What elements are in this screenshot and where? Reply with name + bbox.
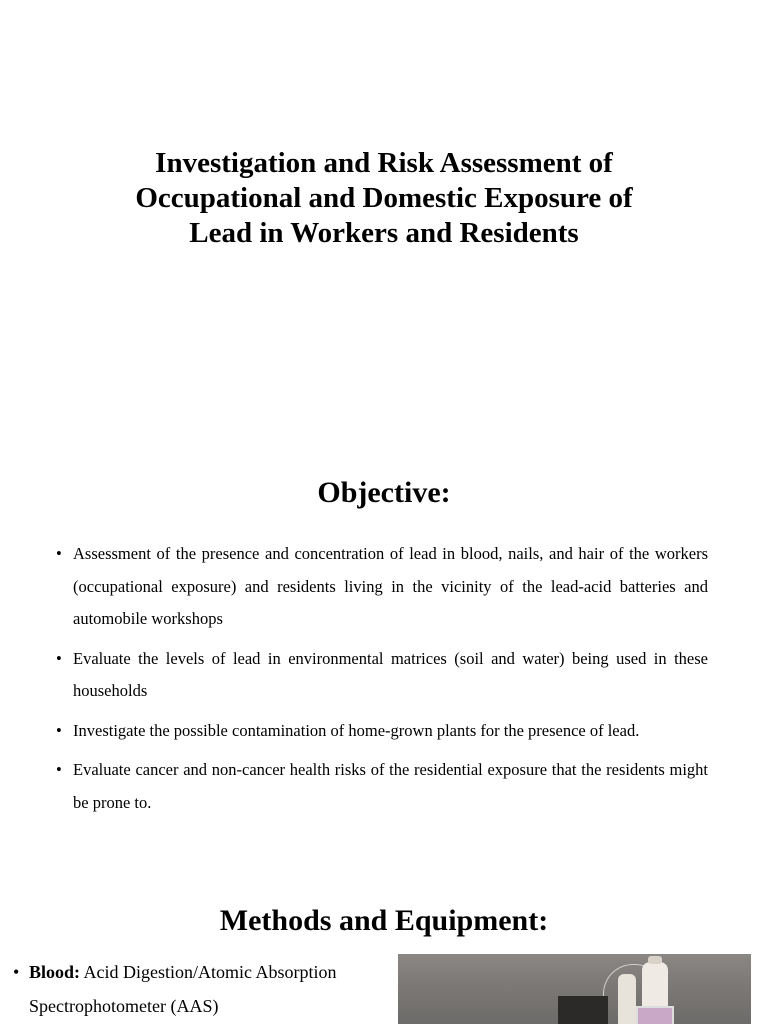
bullet-icon: •	[56, 648, 62, 668]
objective-item	[56, 754, 708, 819]
objective-item-text: Investigate the possible contamination of home-grown plants for the presence of lead.	[73, 720, 640, 740]
instrument-screen	[636, 1006, 674, 1024]
bottle-cap	[648, 956, 662, 964]
objective-item	[56, 538, 708, 636]
title-line-1: Investigation and Risk Assessment of	[155, 147, 613, 179]
methods-item-label: Blood:	[29, 962, 81, 982]
objective-item-text: Assessment of the presence and concentration of lead in blood, nails, and hair of the workers (occupational exposure) and residents living in the vicinity of the lead-acid batteries and automobile workshops	[73, 544, 708, 628]
reagent-bottle	[618, 974, 636, 1024]
objective-item	[56, 715, 708, 748]
objective-item	[56, 643, 708, 708]
methods-list	[13, 955, 383, 1023]
methods-item-text	[13, 955, 383, 1023]
bullet-icon: •	[56, 760, 62, 779]
objective-item-text: Evaluate cancer and non-cancer health risks of the residential exposure that the residents might be prone to.	[73, 760, 708, 812]
objective-item-text: Evaluate the levels of lead in environmental matrices (soil and water) being used in these households	[73, 648, 708, 700]
title-line-3: Lead in Workers and Residents	[189, 217, 579, 249]
title-line-2: Occupational and Domestic Exposure of	[135, 182, 633, 214]
instrument-body	[558, 996, 608, 1024]
bullet-icon: •	[13, 962, 20, 982]
methods-item	[13, 955, 383, 1023]
bullet-icon: •	[56, 544, 62, 563]
objective-list	[56, 538, 708, 826]
lab-equipment-photo	[398, 954, 751, 1024]
methods-item-description: Acid Digestion/Atomic Absorption Spectrophotometer (AAS)	[29, 962, 337, 1016]
document-title	[84, 146, 684, 251]
objective-heading: Objective:	[317, 476, 451, 509]
bullet-icon: •	[56, 720, 62, 740]
methods-heading: Methods and Equipment:	[219, 904, 549, 937]
